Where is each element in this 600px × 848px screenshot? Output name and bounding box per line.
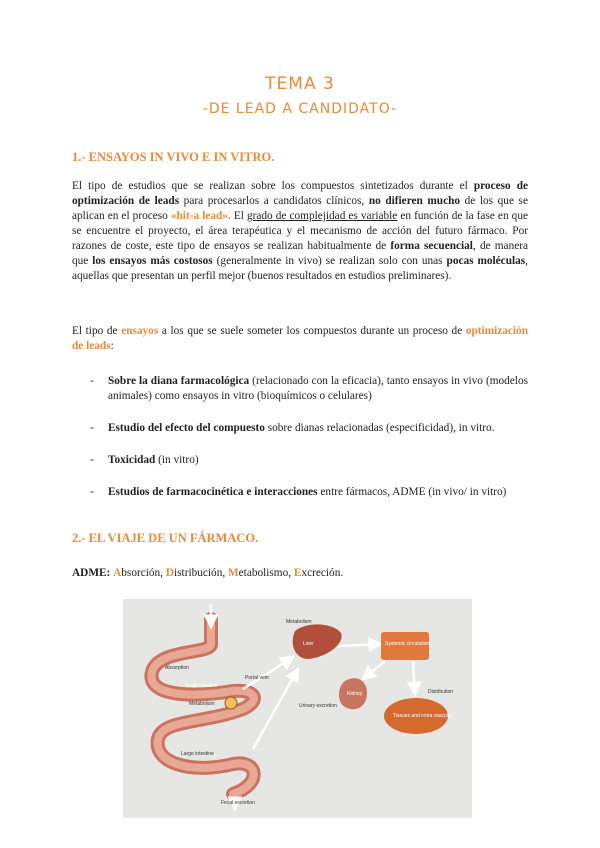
liver-to-systemic-arrow xyxy=(338,644,381,646)
document-title: TEMA 3 xyxy=(265,74,335,94)
document-subtitle: -DE LEAD A CANDIDATO- xyxy=(202,101,398,117)
metabolism-dot xyxy=(225,697,237,709)
label-systemic: Systemic circulation xyxy=(385,641,430,647)
label-metabolism-top: Metabolism xyxy=(286,619,312,625)
label-fecal: Fecal excretion xyxy=(221,800,255,806)
section1-paragraph2: El tipo de ensayos a los que se suele someter los compuestos durante un proceso de optimización de leads: xyxy=(72,325,528,352)
section1-paragraph1: El tipo de estudios que se realizan sobre los compuestos sintetizados durante el proceso de optimización de leads para procesarlos a candidatos clínicos, no difieren mucho de los que se aplican en el proceso «hit-a lead». El grado de complejidad es variable en función de la fase en que se encuentre el proyecto, el área terapéutica y el mecanismo de acción del futuro fármaco. Por razones de coste, este tipo de ensayos se realizan habitualmente de forma secuencial, de manera que los ensayos más costosos (generalmente in vivo) se realizan solo con unas pocas moléculas, aquellas que presentan un perfil mejor (buenos resultados en estudios preliminares). xyxy=(72,180,529,282)
list-item: - Toxicidad (in vitro) xyxy=(90,454,199,466)
label-metabolism-left: Metabolism xyxy=(189,701,215,707)
label-portal-vein: Portal vein xyxy=(245,675,269,681)
list-item: - Estudio del efecto del compuesto sobre dianas relacionadas (especificidad), in vitro. xyxy=(90,422,495,434)
section2-heading: 2.- EL VIAJE DE UN FÁRMACO. xyxy=(72,531,259,545)
list-item: - Sobre la diana farmacológica (relacionado con la eficacia), tanto ensayos in vivo (modelos animales) como ensayos in vitro (bioquímicos o celulares) xyxy=(90,375,528,402)
label-tissue: Tissues and extra vascular xyxy=(393,713,453,719)
label-urinary: Urinary excretion xyxy=(299,703,337,709)
label-liver: Liver xyxy=(303,641,314,647)
label-absorption: Absorption xyxy=(165,665,189,671)
up-arrow xyxy=(253,669,298,749)
list-item: - Estudios de farmacocinética e interacciones entre fármacos, ADME (in vivo/ in vitro) xyxy=(90,486,507,498)
systemic-to-kidney-arrow xyxy=(363,661,385,679)
label-small-intestine: Small intestine xyxy=(185,683,218,689)
systemic-to-tissue-arrow xyxy=(413,661,415,694)
label-kidney: Kidney xyxy=(347,691,363,697)
label-large-intestine: Large intestine xyxy=(181,751,214,757)
portal-arrow xyxy=(243,657,293,689)
adme-line: ADME: Absorción, Distribución, Metabolismo, Excreción. xyxy=(72,567,344,579)
adme-diagram xyxy=(123,599,472,818)
liver-icon xyxy=(293,624,342,659)
section1-heading: 1.- ENSAYOS IN VIVO E IN VITRO. xyxy=(72,150,275,164)
label-distribution: Distribution xyxy=(428,689,454,695)
